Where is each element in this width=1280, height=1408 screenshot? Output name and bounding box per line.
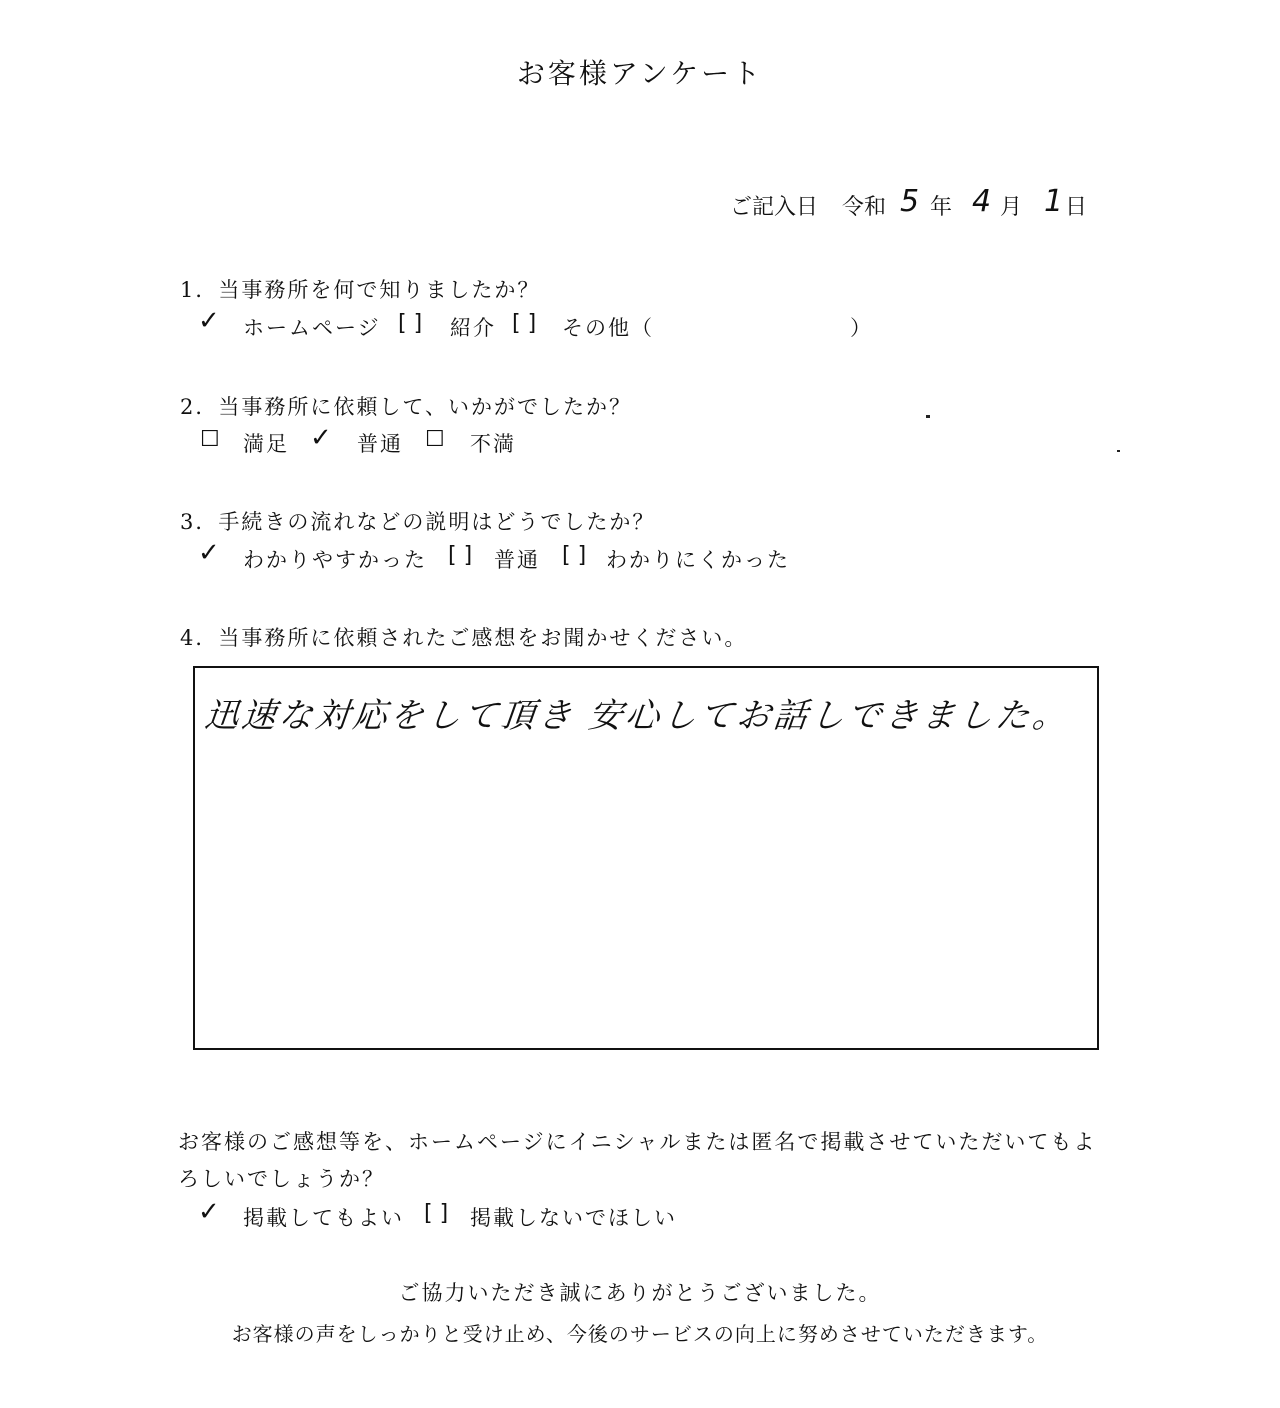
consent-question-line-1: お客様のご感想等を、ホームページにイニシャルまたは匿名で掲載させていただいてもよ <box>178 1130 1097 1154</box>
q1-option-3-checkbox[interactable]: [ ] <box>512 311 537 336</box>
question-2: 2．当事務所に依頼して、いかがでしたか？ <box>180 395 632 419</box>
consent-question-line-2: ろしいでしょうか？ <box>178 1167 385 1191</box>
handwritten-comment: 迅速な対応をして頂き 安心してお話しできました。 <box>202 696 1072 736</box>
date-year-value: 5 <box>900 184 920 219</box>
q1-option-2-checkbox[interactable]: [ ] <box>398 311 423 336</box>
q3-option-3-label: わかりにくかった <box>606 548 790 572</box>
q2-option-2-checkbox[interactable]: ✓ <box>310 423 332 453</box>
q2-option-2-label: 普通 <box>357 432 403 456</box>
question-3: 3．手続きの流れなどの説明はどうでしたか？ <box>180 510 656 534</box>
date-row <box>730 184 1090 230</box>
survey-title: お客様アンケート <box>516 57 764 90</box>
q2-option-1-label: 満足 <box>243 432 289 456</box>
date-era: 令和 <box>842 195 887 220</box>
date-month-value: 4 <box>972 184 992 219</box>
q1-option-3-label: その他（ <box>562 316 654 340</box>
date-label: ご記入日 <box>730 195 819 220</box>
q1-option-1-checkbox[interactable]: ✓ <box>198 306 220 336</box>
consent-option-1-label: 掲載してもよい <box>243 1206 404 1230</box>
date-month-unit: 月 <box>1000 195 1023 220</box>
q1-option-2-label: 紹介 <box>450 316 496 340</box>
q1-other-close-paren: ） <box>850 316 873 340</box>
consent-option-2-checkbox[interactable]: [ ] <box>424 1201 449 1226</box>
q2-option-3-checkbox[interactable]: ☐ <box>425 427 445 452</box>
q2-option-1-checkbox[interactable]: ☐ <box>200 427 220 452</box>
q3-option-3-checkbox[interactable]: [ ] <box>562 543 587 568</box>
q3-option-2-checkbox[interactable]: [ ] <box>448 543 473 568</box>
q3-option-1-checkbox[interactable]: ✓ <box>198 538 220 568</box>
scan-speck <box>1117 450 1120 452</box>
footer-thanks: ご協力いただき誠にありがとうございました。 <box>398 1281 882 1305</box>
q3-option-2-label: 普通 <box>494 548 540 572</box>
question-4: 4．当事務所に依頼されたご感想をお聞かせください。 <box>180 626 748 650</box>
q2-option-3-label: 不満 <box>470 432 516 456</box>
consent-option-1-checkbox[interactable]: ✓ <box>198 1197 220 1227</box>
scan-speck <box>926 415 930 418</box>
footer-message: お客様の声をしっかりと受け止め、今後のサービスの向上に努めさせていただきます。 <box>231 1322 1049 1346</box>
question-1: 1．当事務所を何で知りましたか？ <box>180 278 541 302</box>
q1-option-1-label: ホームページ <box>243 316 381 340</box>
date-day-value: 1 <box>1044 184 1064 219</box>
date-day-unit: 日 <box>1065 195 1088 220</box>
q3-option-1-label: わかりやすかった <box>243 548 427 572</box>
date-year-unit: 年 <box>930 195 953 220</box>
consent-option-2-label: 掲載しないでほしい <box>470 1206 677 1230</box>
